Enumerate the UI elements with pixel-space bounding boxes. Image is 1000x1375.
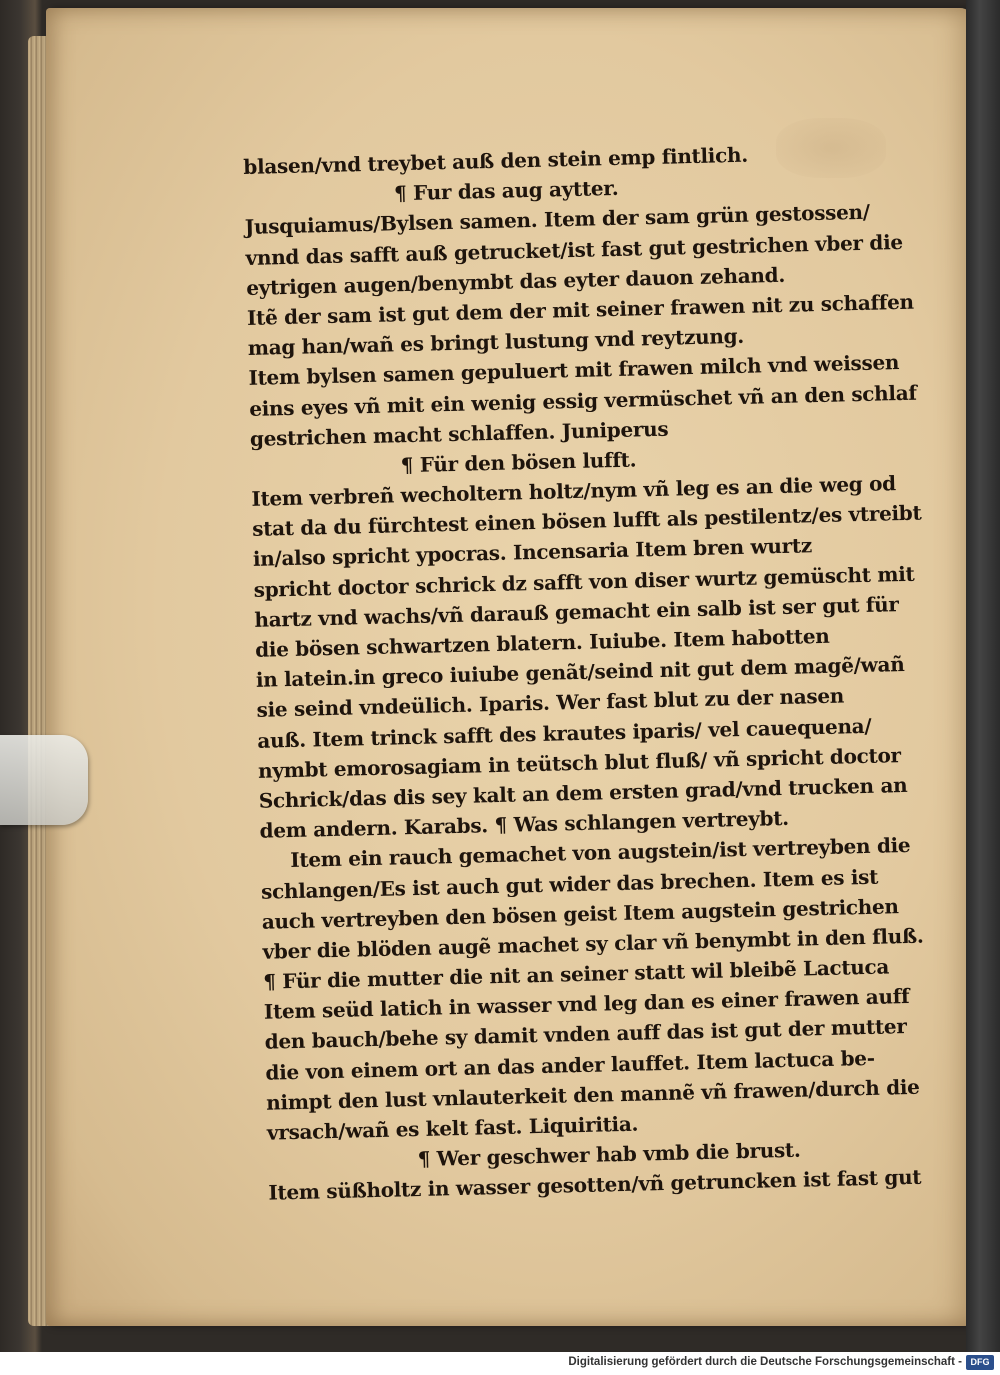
- text-line: in latein.in greco iuiube genãt/seind nit gut dem magẽ/wañ: [255, 652, 905, 693]
- text-line: die von einem ort an das ander lauffet. Item lactuca be-: [265, 1045, 875, 1085]
- dfg-logo: DFG: [966, 1355, 994, 1370]
- book-cover-board: [966, 0, 1000, 1352]
- text-line: vnnd das safft auß getrucket/ist fast gut gestrichen vber die: [245, 229, 904, 270]
- page-clip: [0, 735, 88, 825]
- text-line: Jusquiamus/Bylsen samen. Item der sam grün gestossen/: [244, 200, 871, 240]
- text-line: ¶ Wer geschwer hab vmb die brust.: [417, 1137, 801, 1172]
- text-line: gestrichen macht schlaffen. Juniperus: [249, 416, 669, 451]
- text-line: vrsach/wañ es kelt fast. Liquiritia.: [266, 1111, 639, 1145]
- text-line: nymbt emorosagiam in teütsch blut fluß/ vñ spricht doctor: [257, 742, 901, 783]
- text-line: Item bylsen samen gepuluert mit frawen milch vnd weissen: [248, 350, 900, 391]
- text-line: vber die blöden augẽ machet sy clar vñ benymbt in den fluß.: [262, 923, 924, 964]
- text-line: ¶ Für die mutter die nit an seiner statt wil bleibẽ Lactuca: [262, 954, 890, 994]
- text-line: mag han/wañ es bringt lustung vnd reytzung.: [247, 323, 745, 361]
- text-line: dem andern. Karabs. ¶ Was schlangen vertreybt.: [259, 805, 790, 843]
- text-line: Item verbreñ wecholtern holtz/nym vñ leg es an die weg od: [251, 471, 897, 511]
- text-line: Item seüd latich in wasser vnd leg dan es einer frawen auff: [263, 984, 910, 1024]
- text-line: auch vertreyben den bösen geist Item augstein gestrichen: [261, 893, 899, 934]
- text-line: spricht doctor schrick dz safft von diser wurtz gemüscht mit: [253, 561, 915, 602]
- text-line: eins eyes vñ mit ein wenig essig vermüschet vñ an den schlaf: [248, 380, 917, 421]
- text-line: Itẽ der sam ist gut dem der mit seiner frawen nit zu schaffen: [246, 289, 914, 330]
- text-line: sie seind vndeülich. Iparis. Wer fast blut zu der nasen: [256, 683, 845, 723]
- text-line: die bösen schwartzen blatern. Iuiube. Item habotten: [254, 623, 830, 662]
- page-text-block: [243, 136, 924, 1208]
- text-line: ¶ Fur das aug aytter.: [393, 176, 619, 206]
- text-line: in/also spricht ypocras. Incensaria Item bren wurtz: [252, 533, 813, 572]
- text-line: den bauch/behe sy damit vnden auff das ist gut der mutter: [264, 1014, 907, 1055]
- text-line: eytrigen augen/benymbt das eyter dauon zehand.: [246, 262, 786, 300]
- text-line: hartz vnd wachs/vñ darauß gemacht ein salb ist ser gut für: [254, 591, 899, 632]
- text-line: nimpt den lust vnlauterkeit den mannẽ vñ frawen/durch die: [265, 1074, 920, 1115]
- text-line: auß. Item trinck safft des krautes iparis/ vel cauequena/: [257, 713, 872, 753]
- text-line: schlangen/Es ist auch gut wider das brechen. Item es ist: [260, 864, 879, 904]
- text-line: stat da du fürchtest einen bösen lufft als pestilentz/es vtreibt: [251, 500, 922, 542]
- text-line: Schrick/das dis sey kalt an dem ersten grad/vnd trucken an: [258, 772, 908, 813]
- digitization-footer: [0, 1352, 1000, 1375]
- text-line: Item ein rauch gemachet von augstein/ist vertreyben die: [290, 833, 911, 873]
- footer-credit-text: Digitalisierung gefördert durch die Deutsche Forschungsgemeinschaft -: [568, 1356, 962, 1368]
- text-line: blasen/vnd treybet auß den stein emp fintlich.: [243, 142, 749, 179]
- text-line: ¶ Für den bösen lufft.: [400, 447, 637, 478]
- text-line: Item süßholtz in wasser gesotten/vñ getruncken ist fast gut: [268, 1165, 922, 1206]
